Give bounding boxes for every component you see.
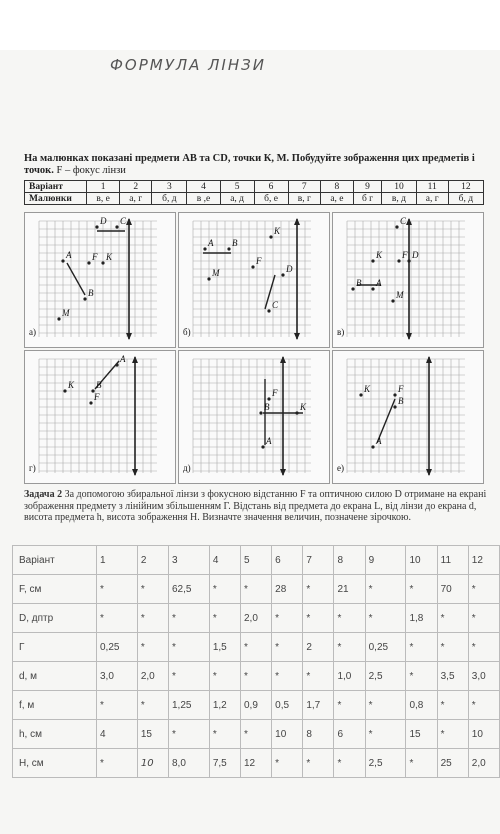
data-table-cell: * — [303, 749, 334, 778]
point-marker — [393, 405, 396, 408]
data-table-cell: * — [406, 662, 437, 691]
point-label: K — [68, 380, 75, 390]
data-table-cell: * — [169, 720, 210, 749]
point-marker — [371, 445, 374, 448]
data-table-row — [13, 720, 500, 749]
point-label: C — [120, 216, 127, 226]
data-table-cell: 1,2 — [209, 691, 240, 720]
point-label: A — [208, 238, 214, 248]
point-marker — [207, 277, 210, 280]
variant-number: 7 — [288, 181, 321, 193]
figure-caption: д) — [183, 463, 191, 473]
point-label: A — [66, 250, 72, 260]
point-label: D — [412, 250, 419, 260]
data-table-cell: * — [209, 720, 240, 749]
variants-row-label: Варіант — [25, 181, 87, 193]
figure-caption: е) — [337, 463, 344, 473]
data-table-row — [13, 575, 500, 604]
data-table-cell: 70 — [437, 575, 468, 604]
data-table-cell: * — [209, 575, 240, 604]
handwritten-title: ФОРМУЛА ЛІНЗИ — [110, 56, 266, 74]
point-label: F — [398, 384, 404, 394]
data-table-cell: * — [169, 604, 210, 633]
data-table-cell: * — [241, 633, 272, 662]
data-table-cell: 7,5 — [209, 749, 240, 778]
data-table-cell: 2,0 — [137, 662, 168, 691]
data-table-cell: 0,8 — [406, 691, 437, 720]
data-table-column-number: 5 — [241, 546, 272, 575]
data-table-cell: * — [365, 604, 406, 633]
data-table-cell: * — [437, 720, 468, 749]
data-table-cell: * — [241, 720, 272, 749]
data-table-cell: 0,9 — [241, 691, 272, 720]
point-label: B — [398, 396, 404, 406]
point-marker — [393, 393, 396, 396]
data-table-cell: * — [97, 749, 138, 778]
point-label: A — [376, 278, 382, 288]
point-label: A — [266, 436, 272, 446]
point-marker — [251, 265, 254, 268]
variants-table — [24, 180, 484, 205]
figure-e-drawing — [179, 351, 329, 483]
data-table-cell: 1,0 — [334, 662, 365, 691]
data-table-cell: * — [137, 691, 168, 720]
variant-pictures: б, е — [254, 193, 288, 205]
data-table-cell: 1,5 — [209, 633, 240, 662]
point-label: F — [256, 256, 262, 266]
data-table-cell: * — [137, 575, 168, 604]
variant-number: 4 — [187, 181, 220, 193]
figure-c — [332, 212, 484, 348]
data-table-cell: * — [365, 691, 406, 720]
data-table-cell: * — [272, 662, 303, 691]
point-label: M — [212, 268, 220, 278]
point-marker — [261, 445, 264, 448]
variant-pictures: а, г — [416, 193, 448, 205]
data-table-cell: 28 — [272, 575, 303, 604]
data-table-cell: * — [437, 633, 468, 662]
data-table-row-label: d, м — [13, 662, 97, 691]
point-marker — [267, 397, 270, 400]
data-table-cell: 6 — [334, 720, 365, 749]
data-table-cell: 8,0 — [169, 749, 210, 778]
grid-lines — [39, 359, 157, 473]
data-table-column-number: 10 — [406, 546, 437, 575]
point-marker — [267, 309, 270, 312]
data-table-cell: * — [334, 604, 365, 633]
data-table-cell: 12 — [241, 749, 272, 778]
point-marker — [203, 247, 206, 250]
point-label: K — [274, 226, 281, 236]
variant-number: 3 — [152, 181, 187, 193]
task1-focus-note: F – фокус лінзи — [56, 165, 126, 176]
data-table-cell: * — [209, 604, 240, 633]
point-marker — [57, 317, 60, 320]
figure-f-drawing — [333, 351, 483, 483]
point-marker — [227, 247, 230, 250]
point-label: B — [264, 402, 270, 412]
point-marker — [89, 401, 92, 404]
variants-number-row — [25, 181, 484, 193]
point-label: M — [396, 290, 404, 300]
data-table-column-number: 3 — [169, 546, 210, 575]
data-table-row — [13, 662, 500, 691]
point-label: F — [402, 250, 408, 260]
variant-pictures: а, д — [220, 193, 254, 205]
data-table-row-label: D, дптр — [13, 604, 97, 633]
grid-lines — [193, 359, 311, 473]
grid-lines — [347, 221, 465, 337]
data-table-row-label: f, м — [13, 691, 97, 720]
point-label: A — [120, 354, 126, 364]
data-table-cell: 15 — [137, 720, 168, 749]
data-table-cell: 10 — [137, 749, 168, 778]
lens-arrow-top — [294, 218, 300, 225]
data-table-cell: * — [97, 604, 138, 633]
data-table-cell: * — [437, 691, 468, 720]
data-table-cell: * — [169, 662, 210, 691]
figure-a-drawing — [25, 213, 175, 347]
data-table-cell: * — [468, 691, 499, 720]
data-table-cell: * — [272, 749, 303, 778]
data-table-cell: 2,5 — [365, 749, 406, 778]
point-label: A — [376, 436, 382, 446]
lens-figures — [24, 212, 484, 484]
data-table-cell: * — [406, 575, 437, 604]
point-marker — [259, 411, 262, 414]
data-table-cell: 1,8 — [406, 604, 437, 633]
point-label: K — [364, 384, 371, 394]
point-label: B — [96, 380, 102, 390]
data-table-cell: 0,25 — [97, 633, 138, 662]
data-table-row-label: F, см — [13, 575, 97, 604]
data-table-column-number: 6 — [272, 546, 303, 575]
point-label: F — [272, 388, 278, 398]
point-label: D — [100, 216, 107, 226]
variant-pictures: б, д — [448, 193, 483, 205]
task2-text: За допомогою збиральної лінзи з фокусною відстанню F та оптичною силою D отримане на екрані зображення предмету з лінійним збільшенням Г. Відстань від предмета до екрана L, від лінзи до екрана d, висота предмета h, висота зображення H. Визначте значення величин, позначене зірочкою. — [24, 489, 487, 523]
data-table-cell: * — [468, 604, 499, 633]
data-table-cell: 2,5 — [365, 662, 406, 691]
data-table-cell: * — [303, 575, 334, 604]
point-marker — [351, 287, 354, 290]
variant-number: 12 — [448, 181, 483, 193]
point-label: B — [356, 278, 362, 288]
data-table-cell: 0,25 — [365, 633, 406, 662]
data-table-cell: * — [303, 662, 334, 691]
figure-d — [24, 350, 176, 484]
data-table-row — [13, 691, 500, 720]
point-marker — [63, 389, 66, 392]
data-table-row-label: H, см — [13, 749, 97, 778]
grid-lines — [347, 359, 465, 473]
lens-arrow-bottom — [294, 333, 300, 340]
data-table-cell: 1,7 — [303, 691, 334, 720]
variants-pictures-row — [25, 193, 484, 205]
point-marker — [407, 259, 410, 262]
task2-lead: Задача 2 — [24, 489, 63, 500]
data-table-cell: * — [97, 691, 138, 720]
data-table-cell: 10 — [272, 720, 303, 749]
figure-caption: б) — [183, 327, 191, 337]
variant-number: 10 — [382, 181, 416, 193]
data-table-row-label: Г — [13, 633, 97, 662]
data-table-cell: 2,0 — [468, 749, 499, 778]
figure-caption: г) — [29, 463, 36, 473]
point-marker — [359, 393, 362, 396]
data-table-cell: * — [241, 662, 272, 691]
figure-e — [178, 350, 330, 484]
data-table-cell: 0,5 — [272, 691, 303, 720]
figure-b-drawing — [179, 213, 329, 347]
data-table-cell: * — [365, 575, 406, 604]
point-label: K — [106, 252, 113, 262]
variant-number: 5 — [220, 181, 254, 193]
data-table-cell: * — [365, 720, 406, 749]
data-table-column-number: 8 — [334, 546, 365, 575]
variant-pictures: а, е — [321, 193, 354, 205]
data-table-header-label: Варіант — [13, 546, 97, 575]
figure-b — [178, 212, 330, 348]
data-table-cell: 62,5 — [169, 575, 210, 604]
point-marker — [371, 259, 374, 262]
point-label: M — [62, 308, 70, 318]
grid-lines — [39, 221, 157, 337]
lens-arrow-top — [132, 356, 138, 363]
data-table-column-number: 7 — [303, 546, 334, 575]
data-table-column-number: 12 — [468, 546, 499, 575]
variant-pictures: б г — [353, 193, 381, 205]
data-table-cell: * — [209, 662, 240, 691]
point-label: D — [286, 264, 293, 274]
data-table-cell: 3,0 — [468, 662, 499, 691]
point-marker — [61, 259, 64, 262]
point-label: B — [232, 238, 238, 248]
task1-text: На малюнках показані предмети АВ та CD, точки К, М. Побудуйте зображення цих предметів і точок. — [24, 153, 475, 176]
data-table-cell: 3,0 — [97, 662, 138, 691]
variant-pictures: в, д — [382, 193, 416, 205]
point-marker — [95, 225, 98, 228]
data-table-column-number: 2 — [137, 546, 168, 575]
point-label: F — [92, 252, 98, 262]
data-table-cell: 21 — [334, 575, 365, 604]
point-marker — [281, 273, 284, 276]
data-table-cell: 2 — [303, 633, 334, 662]
point-label: K — [300, 402, 307, 412]
data-table-column-number: 1 — [97, 546, 138, 575]
figure-f — [332, 350, 484, 484]
task2-statement — [24, 489, 494, 524]
point-label: K — [376, 250, 383, 260]
variant-pictures: б, д — [152, 193, 187, 205]
data-table-cell: * — [137, 604, 168, 633]
data-table-cell: * — [406, 749, 437, 778]
task1-statement — [24, 153, 484, 177]
point-label: C — [272, 300, 279, 310]
data-table-cell: 4 — [97, 720, 138, 749]
data-table-cell: * — [334, 633, 365, 662]
data-table-cell: * — [272, 633, 303, 662]
data-table-cell: * — [303, 604, 334, 633]
variant-number: 11 — [416, 181, 448, 193]
point-marker — [115, 225, 118, 228]
data-table-cell: * — [406, 633, 437, 662]
data-table-cell: * — [272, 604, 303, 633]
point-label: F — [94, 392, 100, 402]
data-table-header — [13, 546, 500, 575]
data-table-cell: 1,25 — [169, 691, 210, 720]
data-table-cell: 10 — [468, 720, 499, 749]
data-table-column-number: 4 — [209, 546, 240, 575]
variant-pictures: в ,е — [187, 193, 220, 205]
figure-c-drawing — [333, 213, 483, 347]
point-marker — [371, 287, 374, 290]
point-marker — [391, 299, 394, 302]
data-table-row-label: h, см — [13, 720, 97, 749]
data-table-cell: 2,0 — [241, 604, 272, 633]
data-table-cell: * — [334, 691, 365, 720]
point-marker — [101, 261, 104, 264]
data-table-cell: * — [97, 575, 138, 604]
data-table-row — [13, 749, 500, 778]
figure-a — [24, 212, 176, 348]
variant-number: 6 — [254, 181, 288, 193]
data-table-cell: 3,5 — [437, 662, 468, 691]
data-table-cell: * — [468, 633, 499, 662]
data-table-column-number: 9 — [365, 546, 406, 575]
data-table-cell: * — [169, 633, 210, 662]
variant-number: 1 — [87, 181, 120, 193]
variant-pictures: в, е — [87, 193, 120, 205]
point-marker — [395, 225, 398, 228]
variant-number: 8 — [321, 181, 354, 193]
point-label: C — [400, 216, 407, 226]
variant-number: 9 — [353, 181, 381, 193]
data-table-cell: * — [241, 575, 272, 604]
point-marker — [269, 235, 272, 238]
figure-d-drawing — [25, 351, 175, 483]
data-table-row — [13, 633, 500, 662]
data-table-cell: 8 — [303, 720, 334, 749]
data-table-cell: * — [437, 604, 468, 633]
figure-caption: в) — [337, 327, 345, 337]
point-marker — [397, 259, 400, 262]
task2-data-table — [12, 545, 500, 778]
data-table-column-number: 11 — [437, 546, 468, 575]
data-table-cell: 15 — [406, 720, 437, 749]
figure-caption: а) — [29, 327, 36, 337]
object-arrow — [67, 263, 85, 295]
variant-pictures: в, г — [288, 193, 321, 205]
data-table-cell: * — [137, 633, 168, 662]
point-marker — [83, 297, 86, 300]
point-marker — [115, 363, 118, 366]
point-marker — [87, 261, 90, 264]
variant-number: 2 — [120, 181, 152, 193]
data-table-cell: * — [468, 575, 499, 604]
variant-pictures: а, г — [120, 193, 152, 205]
point-marker — [295, 411, 298, 414]
pictures-row-label: Малюнки — [25, 193, 87, 205]
lens-arrow-bottom — [132, 469, 138, 476]
data-table-cell: 25 — [437, 749, 468, 778]
data-table-row — [13, 604, 500, 633]
data-table-cell: * — [334, 749, 365, 778]
point-label: B — [88, 288, 94, 298]
